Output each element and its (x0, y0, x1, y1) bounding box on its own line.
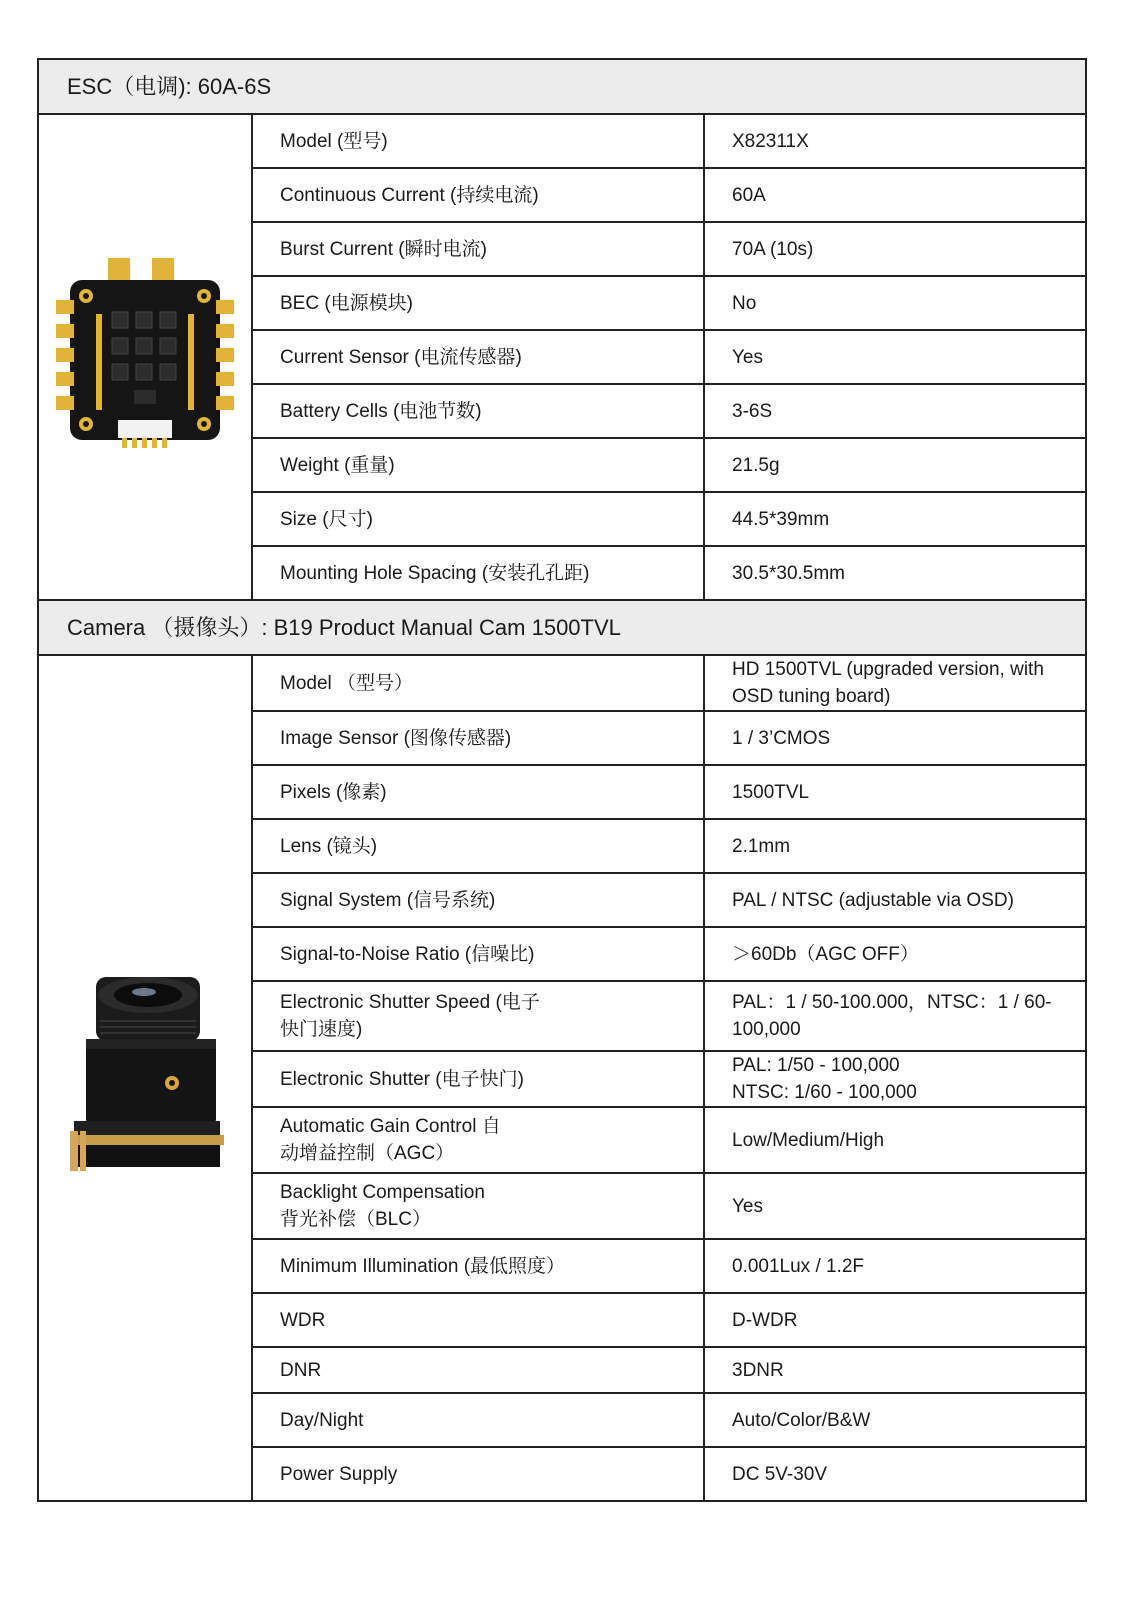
esc-row-value: 3-6S (704, 384, 1086, 438)
camera-row-value: 1500TVL (704, 765, 1086, 819)
camera-row-label: Electronic Shutter (电子快门) (252, 1051, 704, 1107)
fpv-camera-icon (50, 971, 240, 1186)
camera-row-value: Auto/Color/B&W (704, 1393, 1086, 1447)
camera-row-label: Day/Night (252, 1393, 704, 1447)
camera-image-cell (38, 655, 252, 1501)
camera-row-value: Yes (704, 1173, 1086, 1239)
esc-row-label: Current Sensor (电流传感器) (252, 330, 704, 384)
camera-row-value: PAL：1 / 50-100.000，NTSC：1 / 60-100,000 (704, 981, 1086, 1051)
camera-row-value: Low/Medium/High (704, 1107, 1086, 1173)
camera-row-value: PAL: 1/50 - 100,000 NTSC: 1/60 - 100,000 (704, 1051, 1086, 1107)
esc-section-header-row (38, 59, 1086, 114)
camera-row-label: Model （型号） (252, 655, 704, 711)
esc-row-label: Burst Current (瞬时电流) (252, 222, 704, 276)
esc-section-title: ESC（电调): 60A-6S (38, 59, 1086, 114)
esc-row-label: Battery Cells (电池节数) (252, 384, 704, 438)
camera-row-value: DC 5V-30V (704, 1447, 1086, 1501)
esc-row-value: No (704, 276, 1086, 330)
camera-row-label: Image Sensor (图像传感器) (252, 711, 704, 765)
esc-image-cell (38, 114, 252, 600)
esc-row-label: BEC (电源模块) (252, 276, 704, 330)
camera-row-value: ＞60Db（AGC OFF） (704, 927, 1086, 981)
camera-row-value: HD 1500TVL (upgraded version, with OSD tuning board) (704, 655, 1086, 711)
esc-row-label: Continuous Current (持续电流) (252, 168, 704, 222)
esc-board-icon (50, 252, 240, 462)
spec-sheet (37, 58, 1085, 1502)
camera-row-label: Power Supply (252, 1447, 704, 1501)
camera-row-label: Signal-to-Noise Ratio (信噪比) (252, 927, 704, 981)
esc-row-label: Weight (重量) (252, 438, 704, 492)
camera-row-value: PAL / NTSC (adjustable via OSD) (704, 873, 1086, 927)
table-row (38, 114, 1086, 168)
camera-row-label: Pixels (像素) (252, 765, 704, 819)
camera-row-value: 3DNR (704, 1347, 1086, 1393)
camera-section-header-row (38, 600, 1086, 655)
camera-row-label: Lens (镜头) (252, 819, 704, 873)
esc-row-value: 60A (704, 168, 1086, 222)
camera-row-label: DNR (252, 1347, 704, 1393)
camera-row-value: D-WDR (704, 1293, 1086, 1347)
esc-row-value: X82311X (704, 114, 1086, 168)
spec-table (37, 58, 1087, 1502)
esc-row-label: Size (尺寸) (252, 492, 704, 546)
esc-row-value: 30.5*30.5mm (704, 546, 1086, 600)
esc-row-value: Yes (704, 330, 1086, 384)
camera-row-label: Automatic Gain Control 自动增益控制（AGC） (252, 1107, 704, 1173)
camera-row-label: Signal System (信号系统) (252, 873, 704, 927)
camera-row-label: Electronic Shutter Speed (电子快门速度) (252, 981, 704, 1051)
camera-row-value: 0.001Lux / 1.2F (704, 1239, 1086, 1293)
esc-row-value: 21.5g (704, 438, 1086, 492)
camera-section-title: Camera （摄像头）: B19 Product Manual Cam 1500TVL (38, 600, 1086, 655)
esc-row-label: Model (型号) (252, 114, 704, 168)
esc-row-value: 44.5*39mm (704, 492, 1086, 546)
table-row (38, 655, 1086, 711)
camera-row-value: 1 / 3’CMOS (704, 711, 1086, 765)
camera-row-label: WDR (252, 1293, 704, 1347)
camera-row-value: 2.1mm (704, 819, 1086, 873)
esc-row-label: Mounting Hole Spacing (安装孔孔距) (252, 546, 704, 600)
camera-row-label: Minimum Illumination (最低照度） (252, 1239, 704, 1293)
esc-row-value: 70A (10s) (704, 222, 1086, 276)
camera-row-label: Backlight Compensation 背光补偿（BLC） (252, 1173, 704, 1239)
